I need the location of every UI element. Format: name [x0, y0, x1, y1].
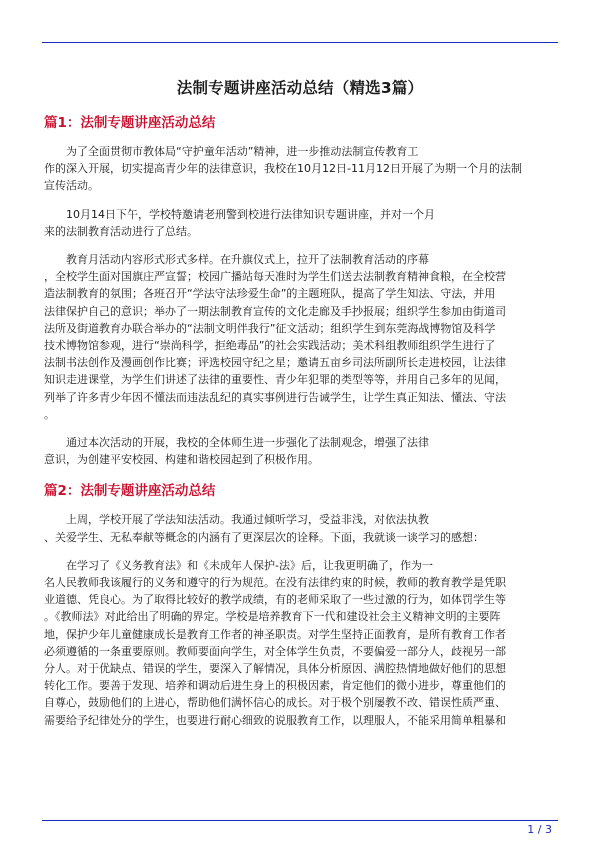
document-title: 法制专题讲座活动总结（精选3篇）	[176, 79, 424, 97]
section-heading-1: 篇1：法制专题讲座活动总结	[44, 115, 216, 131]
paragraph-line: 在学习了《义务教育法》和《未成年人保护-法》后，让我更明确了，作为一	[66, 558, 433, 572]
paragraph-line: 10月14日下午，学校特邀请老刑警到校进行法律知识专题讲座，并对一个月	[66, 207, 435, 221]
paragraph-line: 列举了许多青少年因不懂法而违法乱纪的真实事例进行告诫学生，让学生真正知法、懂法、守法	[44, 390, 506, 404]
paragraph	[44, 557, 556, 729]
paragraph	[44, 143, 556, 195]
paragraph-line: 技术博物馆参观，进行“崇尚科学，拒绝毒品”的社会实践活动；美术科组教师组织学生进行了	[44, 339, 496, 353]
paragraph-line: 通过本次活动的开展，我校的全体师生进一步强化了法制观念，增强了法律	[66, 436, 429, 450]
page-indicator: 1 / 3	[527, 823, 552, 836]
document-body	[44, 76, 556, 740]
paragraph-line: 地，保护少年儿童健康成长是教育工作者的神圣职责。对学生坚持正面教育，是所有教育工作者	[44, 627, 506, 641]
paragraph-line: 宣传活动。	[44, 179, 99, 193]
paragraph-line: 名人民教师我该履行的义务和遵守的行为规范。在没有法律约束的时候，教师的教育教学是凭职	[44, 576, 506, 590]
paragraph-line: 必须遵循的一条重要原则。教师要面向学生，对全体学生负责，不要偏爱一部分人，歧视另一部	[44, 644, 506, 658]
paragraph-line: 转化工作。要善于发现、培养和调动后进生身上的积极因素，肯定他们的微小进步，尊重他们的	[44, 679, 506, 693]
paragraph	[44, 434, 556, 468]
paragraph-line: ，全校学生面对国旗庄严宣誓；校园广播站每天准时为学生们送去法制教育精神食粮，在全校营	[44, 270, 506, 284]
paragraph	[44, 251, 556, 423]
paragraph-line: 为了全面贯彻市教体局“守护童年活动”精神，进一步推动法制宣传教育工	[66, 145, 419, 158]
paragraph-line: 作的深入开展，切实提高青少年的法律意识，我校在10月12日-11月12日开展了为期一个月的法制	[44, 162, 522, 176]
paragraph-line: 法律保护自己的意识；举办了一期法制教育宣传的文化走廊及手抄报展；组织学生参加由街道司	[44, 304, 506, 318]
paragraph-line: 分人。对于优缺点、错误的学生，要深入了解情况，具体分析原因、满腔热情地做好他们的思想	[44, 662, 506, 676]
paragraph-line: 上周，学校开展了学法知法活动。我通过倾听学习，受益非浅，对依法执教	[66, 513, 429, 527]
paragraph-line: 。《教师法》对此给出了明确的界定。学校是培养教育下一代和建设社会主义精神文明的主要阵	[44, 610, 501, 624]
paragraph-line: 来的法制教育活动进行了总结。	[44, 224, 198, 238]
paragraph-line: 意识，为创建平安校园、构建和谐校园起到了积极作用。	[44, 453, 319, 467]
header-rule	[42, 42, 558, 43]
paragraph-line: 知识走进课堂，为学生们讲述了法律的重要性、青少年犯罪的类型等等，并用自己多年的见闻，	[44, 373, 506, 387]
paragraph-line: 教育月活动内容形式形式多样。在升旗仪式上，拉开了法制教育活动的序幕	[66, 253, 429, 267]
paragraph-line: 需要给予纪律处分的学生，也要进行耐心细致的说服教育工作，以理服人，不能采用简单粗暴和	[44, 713, 506, 727]
paragraph-line: 。	[44, 407, 55, 421]
paragraph-line: 法制书法创作及漫画创作比赛；评选校园守纪之星；邀请五亩乡司法所副所长走进校园，让法律	[44, 356, 506, 370]
paragraph-line: 造法制教育的氛围；各班召开“学法守法珍爱生命”的主题班队，提高了学生知法、守法，并用	[44, 287, 496, 301]
paragraph-line: 法所及街道教育办联合举办的“法制文明伴我行”征文活动；组织学生到东莞海战博物馆及科学	[44, 321, 496, 335]
paragraph	[44, 511, 556, 545]
paragraph	[44, 206, 556, 240]
paragraph-line: 自尊心，鼓励他们的上进心，帮助他们满怀信心的成长。对于极个别屡教不改、错误性质严重、	[44, 696, 506, 710]
paragraph-line: 业道德、凭良心。为了取得比较好的教学成绩，有的老师采取了一些过激的行为，如体罚学生等	[44, 593, 506, 607]
paragraph-line: 、关爱学生、无私奉献等概念的内涵有了更深层次的诠释。下面，我就谈一谈学习的感想：	[44, 530, 484, 544]
footer-rule	[42, 820, 558, 821]
section-heading-2: 篇2：法制专题讲座活动总结	[44, 483, 216, 500]
